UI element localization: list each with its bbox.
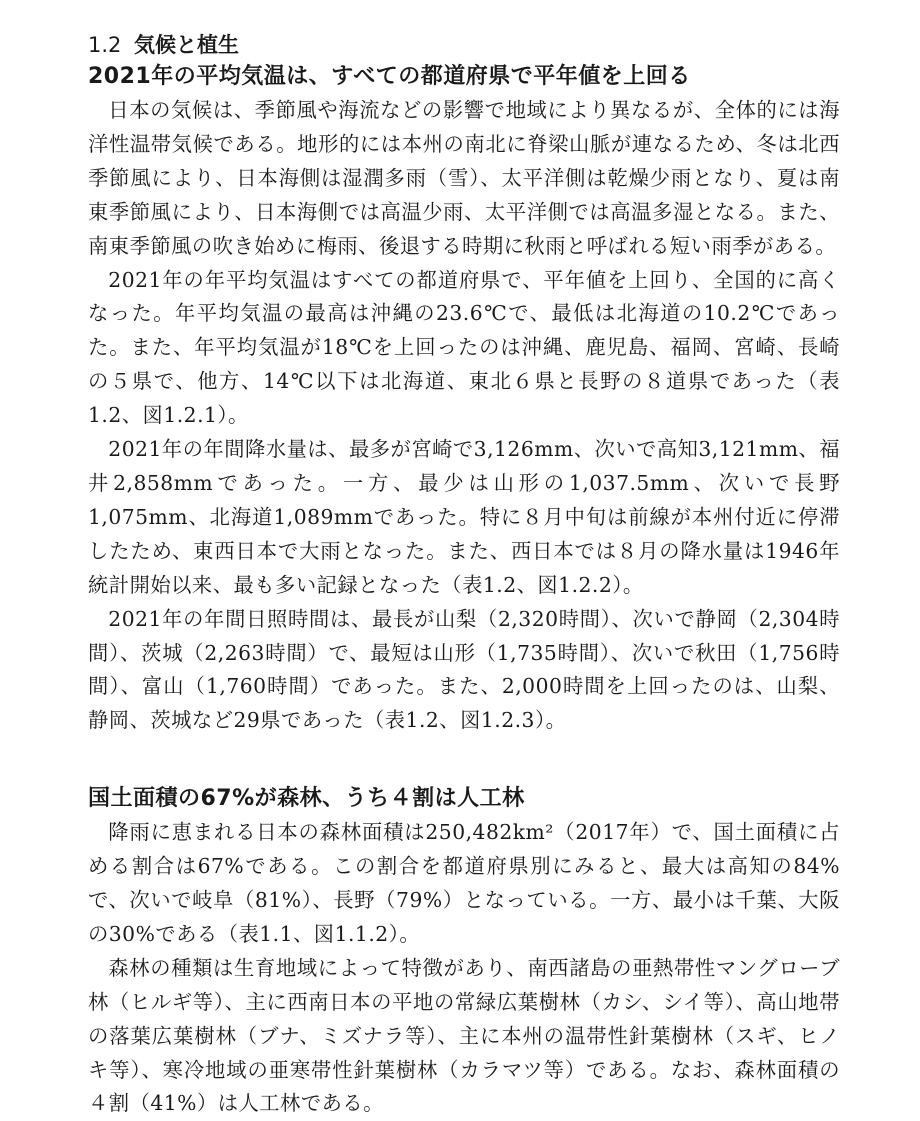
forest-heading: 国土面積の67%が森林、うち４割は人工林	[88, 786, 525, 812]
document-page	[88, 30, 840, 1121]
section-number: 1.2	[88, 33, 122, 57]
section-title: 気候と植生	[134, 33, 239, 57]
climate-paragraph: 2021年の年間日照時間は、最長が山梨（2,320時間）、次いで静岡（2,304時間）、茨城（2,263時間）で、最短は山形（1,735時間）、次いで秋田（1,756時間）、富山（1,760時間）であった。また、2,000時間を上回ったのは、山梨、静岡、茨城など29県であった（表1.2、図1.2.3）。	[88, 606, 840, 733]
climate-paragraph: 日本の気候は、季節風や海流などの影響で地域により異なるが、全体的には海洋性温帯気候である。地形的には本州の南北に脊梁山脈が連なるため、冬は北西季節風により、日本海側は湿潤多雨（雪）、太平洋側は乾燥少雨となり、夏は南東季節風により、日本海側では高温少雨、太平洋側では高温多湿となる。また、南東季節風の吹き始めに梅雨、後退する時期に秋雨と呼ばれる短い雨季がある。	[88, 98, 840, 258]
section-heading	[88, 30, 840, 60]
climate-body	[88, 94, 840, 738]
forest-paragraph: 降雨に恵まれる日本の森林面積は250,482km²（2017年）で、国土面積に占める割合は67%である。この割合を都道府県別にみると、最大は高知の84%で、次いで岐阜（81%）、長野（79%）となっている。一方、最小は千葉、大阪の30%である（表1.1、図1.1.2）。	[88, 820, 840, 946]
climate-paragraph: 2021年の年間降水量は、最多が宮崎で3,126mm、次いで高知3,121mm、福井2,858mmであった。一方、最少は山形の1,037.5mm、次いで長野1,075mm、北海道1,089mmであった。特に８月中旬は前線が本州付近に停滞したため、東西日本で大雨となった。また、西日本では８月の降水量は1946年統計開始以来、最も多い記録となった（表1.2、図1.2.2）。	[88, 437, 840, 597]
forest-body	[88, 816, 840, 1121]
climate-heading: 2021年の平均気温は、すべての都道府県で平年値を上回る	[88, 64, 691, 89]
climate-paragraph: 2021年の年平均気温はすべての都道府県で、平年値を上回り、全国的に高くなった。年平均気温の最高は沖縄の23.6℃で、最低は北海道の10.2℃であった。また、年平均気温が18℃を上回ったのは沖縄、鹿児島、福岡、宮崎、長崎の５県で、他方、14℃以下は北海道、東北６県と長野の８道県であった（表1.2、図1.2.1）。	[88, 267, 840, 428]
forest-paragraph: 森林の種類は生育地域によって特徴があり、南西諸島の亜熱帯性マングローブ林（ヒルギ等）、主に西南日本の平地の常緑広葉樹林（カシ、シイ等）、高山地帯の落葉広葉樹林（ブナ、ミズナラ等）、主に本州の温帯性針葉樹林（スギ、ヒノキ等）、寒冷地域の亜寒帯性針葉樹林（カラマツ等）である。なお、森林面積の４割（41%）は人工林である。	[88, 955, 840, 1116]
